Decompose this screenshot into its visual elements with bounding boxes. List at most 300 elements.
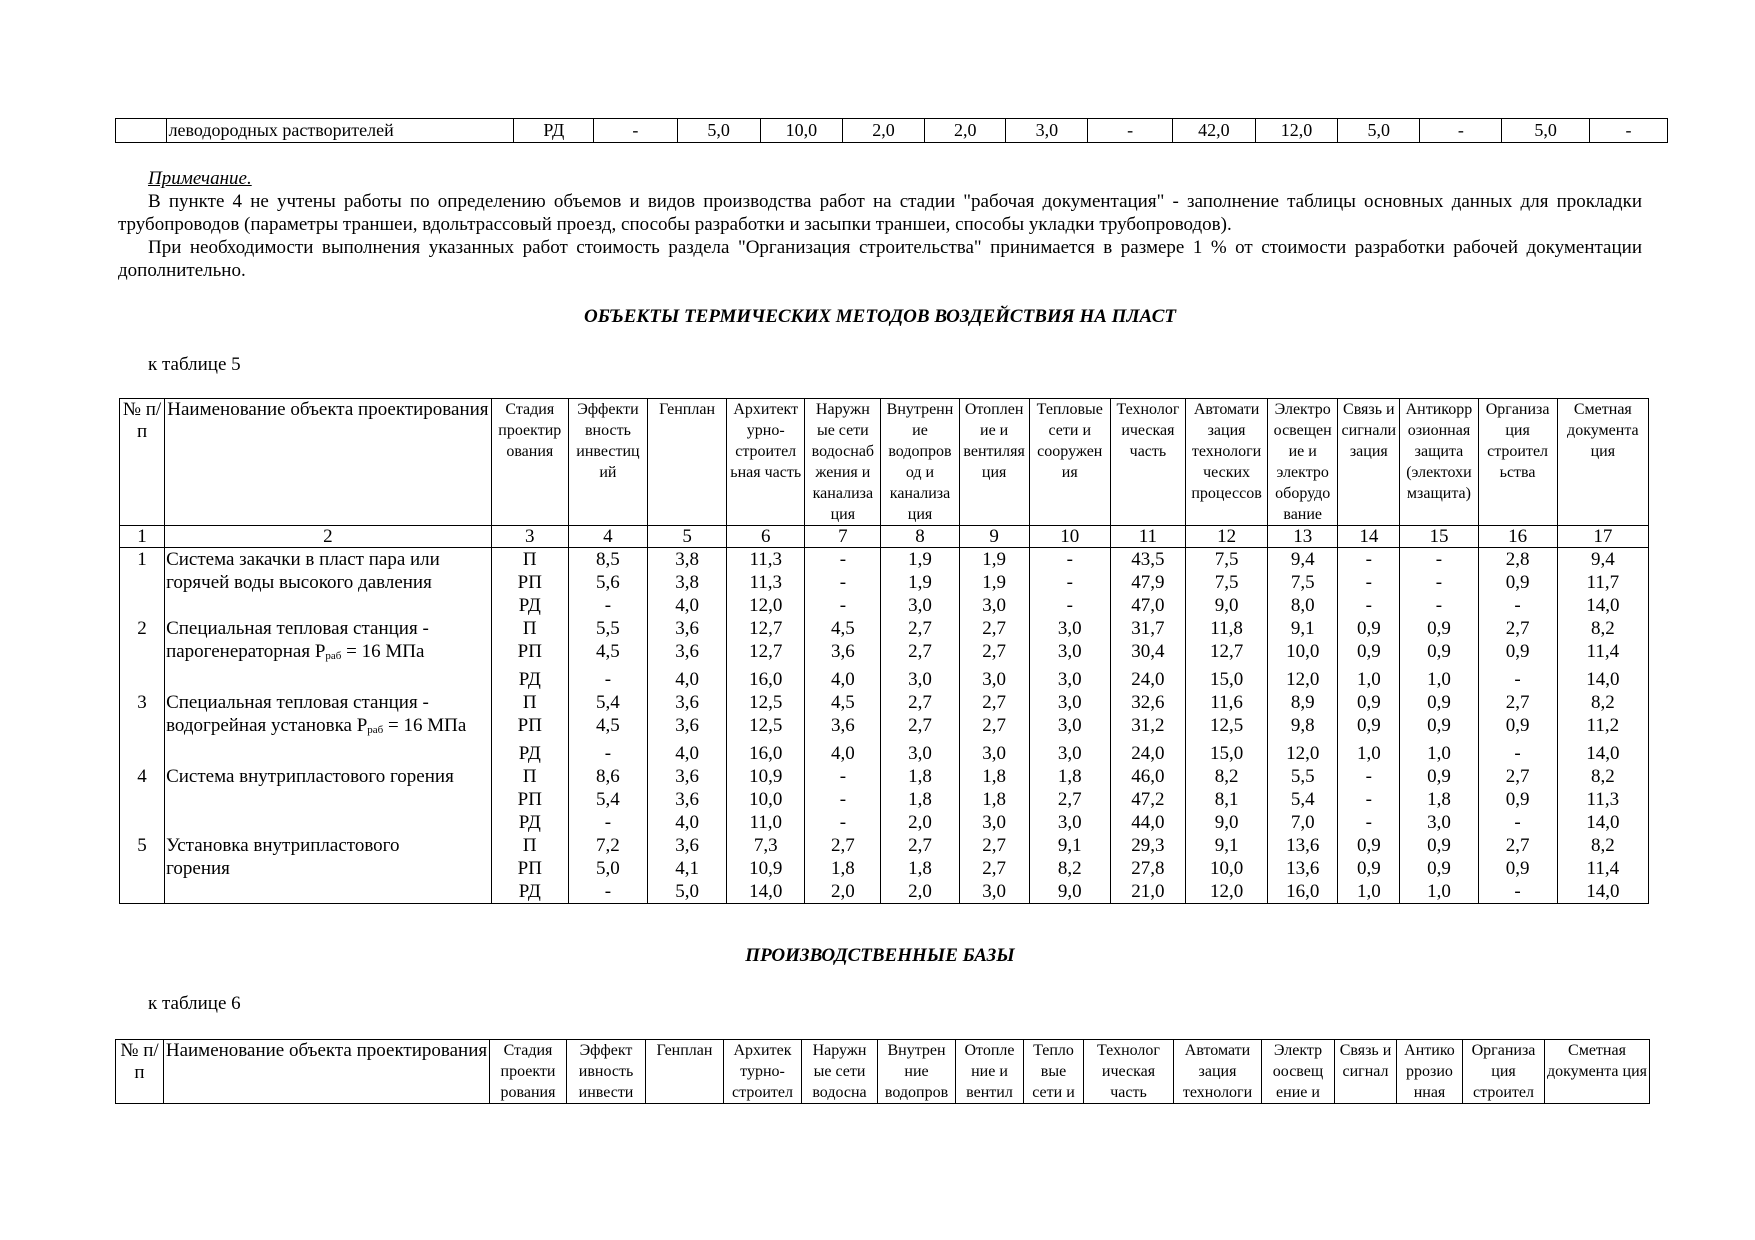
cell: - — [805, 594, 881, 617]
cell: 14,0 — [1557, 811, 1648, 834]
table-row — [120, 640, 1649, 668]
cell: 1,9 — [881, 548, 959, 572]
cell: 8,2 — [1185, 765, 1267, 788]
cell: 3,0 — [1029, 742, 1110, 765]
cell: 10,0 — [1185, 857, 1267, 880]
cell: 21,0 — [1110, 880, 1185, 904]
cell: РП — [491, 788, 568, 811]
cell: 5,0 — [1338, 119, 1420, 143]
cell: 3,0 — [1029, 691, 1110, 714]
cell: 16,0 — [727, 742, 805, 765]
cell: 9,4 — [1557, 548, 1648, 572]
cell: 24,0 — [1110, 742, 1185, 765]
row-number — [120, 571, 165, 594]
header-cell: Антико ррозио нная — [1397, 1040, 1463, 1104]
object-name-tail: = 16 МПа — [341, 641, 425, 662]
cell: 12,7 — [727, 640, 805, 668]
cell: 12,5 — [727, 714, 805, 742]
column-number: 13 — [1268, 526, 1338, 548]
cell: 2,7 — [1029, 788, 1110, 811]
cell: 3,0 — [1029, 668, 1110, 691]
column-number: 10 — [1029, 526, 1110, 548]
section-title: ОБЪЕКТЫ ТЕРМИЧЕСКИХ МЕТОДОВ ВОЗДЕЙСТВИЯ НА ПЛАСТ — [584, 306, 1176, 327]
cell: 43,5 — [1110, 548, 1185, 572]
cell: 3,0 — [959, 742, 1029, 765]
header-cell: Сметная документа ция — [1557, 399, 1648, 526]
cell: 13,6 — [1268, 834, 1338, 857]
object-name: Система закачки в пласт пара или — [165, 548, 492, 572]
cell: 1,0 — [1400, 742, 1478, 765]
cell: 0,9 — [1338, 617, 1400, 640]
cell: 1,8 — [881, 857, 959, 880]
row-number — [120, 788, 165, 811]
cell: 8,5 — [568, 548, 647, 572]
cell: 0,9 — [1400, 834, 1478, 857]
cell: 2,7 — [959, 617, 1029, 640]
cell: 13,6 — [1268, 857, 1338, 880]
cell: - — [1478, 594, 1557, 617]
cell: 0,9 — [1400, 617, 1478, 640]
cell: РП — [491, 857, 568, 880]
cell: 3,6 — [805, 640, 881, 668]
cell: 5,4 — [568, 691, 647, 714]
table-reference: к таблице 5 — [148, 354, 241, 375]
subscript: раб — [367, 724, 384, 736]
cell: РД — [491, 811, 568, 834]
cell: - — [1478, 811, 1557, 834]
cell: 7,5 — [1185, 548, 1267, 572]
cell: 8,9 — [1268, 691, 1338, 714]
cell: - — [1338, 548, 1400, 572]
cell: 1,9 — [881, 571, 959, 594]
object-name — [165, 714, 492, 742]
cell: - — [1478, 742, 1557, 765]
header-cell: Наименование объекта проектирования — [164, 1040, 490, 1104]
cell: 0,9 — [1400, 857, 1478, 880]
cell: 2,7 — [959, 857, 1029, 880]
header-cell: Связь и сигнал — [1335, 1040, 1397, 1104]
cell: 0,9 — [1478, 857, 1557, 880]
cell: 11,4 — [1557, 640, 1648, 668]
cell: 2,7 — [1478, 617, 1557, 640]
cell: 0,9 — [1478, 640, 1557, 668]
cell: 3,8 — [648, 571, 727, 594]
cell: 4,0 — [648, 594, 727, 617]
cell: 3,0 — [1029, 811, 1110, 834]
cell: 2,7 — [881, 714, 959, 742]
cell: 5,0 — [1502, 119, 1589, 143]
cell: - — [1029, 548, 1110, 572]
cell: 3,0 — [881, 594, 959, 617]
cell: 11,7 — [1557, 571, 1648, 594]
cell: 14,0 — [1557, 668, 1648, 691]
cell: 11,8 — [1185, 617, 1267, 640]
cell: 11,3 — [727, 548, 805, 572]
cell: 3,6 — [805, 714, 881, 742]
cell: 12,5 — [727, 691, 805, 714]
cell: 5,6 — [568, 571, 647, 594]
cell: 0,9 — [1400, 640, 1478, 668]
cell: - — [1478, 668, 1557, 691]
cell: 4,1 — [648, 857, 727, 880]
row-number — [120, 640, 165, 668]
header-cell: Отоплен ие и вентиляя ция — [959, 399, 1029, 526]
cell: 3,6 — [648, 788, 727, 811]
row-number — [116, 119, 167, 143]
cell: 1,9 — [959, 548, 1029, 572]
cell: 3,6 — [648, 765, 727, 788]
note — [118, 167, 1642, 282]
cell: 1,8 — [959, 788, 1029, 811]
header-cell: Наружн ые сети водосна — [802, 1040, 878, 1104]
cell: 8,2 — [1557, 617, 1648, 640]
cell: 2,0 — [842, 119, 924, 143]
cell: 3,6 — [648, 691, 727, 714]
cell: 8,2 — [1029, 857, 1110, 880]
header-cell: Автомати зация технологи — [1174, 1040, 1262, 1104]
cell: 7,5 — [1268, 571, 1338, 594]
header-cell: Стадия проектир ования — [491, 399, 568, 526]
table-reference: к таблице 6 — [148, 993, 241, 1014]
row-number — [120, 668, 165, 691]
cell: 0,9 — [1478, 788, 1557, 811]
header-cell: Внутренн ие водопров од и канализа ция — [881, 399, 959, 526]
object-name — [165, 640, 492, 668]
object-name-text: парогенераторная Р — [166, 641, 326, 662]
section-title: ПРОИЗВОДСТВЕННЫЕ БАЗЫ — [745, 945, 1015, 966]
cell: 15,0 — [1185, 742, 1267, 765]
cell: - — [1338, 765, 1400, 788]
cell: 9,1 — [1268, 617, 1338, 640]
cell: 0,9 — [1338, 714, 1400, 742]
table-row — [120, 691, 1649, 714]
cell: 2,7 — [881, 834, 959, 857]
cell: 31,2 — [1110, 714, 1185, 742]
continued-table — [115, 118, 1668, 143]
column-number: 2 — [165, 526, 492, 548]
header-cell: № п/п — [116, 1040, 164, 1104]
cell: 8,0 — [1268, 594, 1338, 617]
cell: 2,7 — [805, 834, 881, 857]
cell: 7,2 — [568, 834, 647, 857]
cell: 10,0 — [760, 119, 842, 143]
cell: РД — [491, 880, 568, 904]
cell: 2,0 — [881, 880, 959, 904]
table-row — [120, 834, 1649, 857]
cell: 3,6 — [648, 834, 727, 857]
cell: - — [805, 765, 881, 788]
cell: - — [1589, 119, 1667, 143]
row-number — [120, 742, 165, 765]
column-number: 1 — [120, 526, 165, 548]
cell: 9,4 — [1268, 548, 1338, 572]
column-number: 7 — [805, 526, 881, 548]
cell: 5,5 — [1268, 765, 1338, 788]
header-cell: Сметная документа ция — [1545, 1040, 1650, 1104]
cell: 1,0 — [1400, 668, 1478, 691]
header-row — [116, 1040, 1650, 1104]
header-cell: Генплан — [646, 1040, 724, 1104]
cell: 7,3 — [727, 834, 805, 857]
note-paragraph-2: При необходимости выполнения указанных работ стоимость раздела "Организация строительства" принимается в размере 1 % от стоимости разработки рабочей документации дополнительно. — [118, 237, 1642, 281]
cell: 0,9 — [1478, 571, 1557, 594]
object-name-text: водогрейная установка Р — [166, 715, 368, 736]
cell: - — [1400, 594, 1478, 617]
header-cell: Генплан — [648, 399, 727, 526]
cell: - — [1420, 119, 1502, 143]
cell: 5,0 — [568, 857, 647, 880]
column-number: 15 — [1400, 526, 1478, 548]
cell: 4,0 — [805, 668, 881, 691]
cell: 9,0 — [1185, 811, 1267, 834]
header-cell: Эффект ивность инвести — [567, 1040, 646, 1104]
cell: - — [1088, 119, 1172, 143]
cell: 4,5 — [568, 640, 647, 668]
cell: 5,0 — [677, 119, 760, 143]
cell: 32,6 — [1110, 691, 1185, 714]
row-number — [120, 880, 165, 904]
cell: - — [1338, 788, 1400, 811]
cell: 1,0 — [1338, 880, 1400, 904]
note-paragraph-1: В пункте 4 не учтены работы по определению объемов и видов производства работ на стадии "рабочая документация" - заполнение таблицы основных данных для прокладки трубопроводов (параметры траншеи, вдольтрассовый проезд, способы разработки и засыпки траншеи, способы укладки трубопроводов). — [118, 191, 1642, 235]
table-row — [120, 765, 1649, 788]
header-cell: Автомати зация технологи ческих процессов — [1185, 399, 1267, 526]
object-name: Система внутрипластового горения — [165, 765, 492, 788]
header-cell: Технолог ическая часть — [1110, 399, 1185, 526]
cell: - — [1338, 571, 1400, 594]
cell: 3,0 — [1029, 714, 1110, 742]
header-cell: Антикорр озионная защита (электохи мзащита) — [1400, 399, 1478, 526]
header-cell: Электро освещен ие и электро оборудо вание — [1268, 399, 1338, 526]
cell: 9,0 — [1029, 880, 1110, 904]
cell: 47,2 — [1110, 788, 1185, 811]
column-number: 8 — [881, 526, 959, 548]
table-row — [120, 880, 1649, 904]
cell: 1,8 — [881, 788, 959, 811]
cell: 11,4 — [1557, 857, 1648, 880]
object-name: Специальная тепловая станция - — [165, 617, 492, 640]
cell: 3,0 — [959, 880, 1029, 904]
cell: 3,0 — [1400, 811, 1478, 834]
cell: 0,9 — [1338, 857, 1400, 880]
cell: 44,0 — [1110, 811, 1185, 834]
column-number: 3 — [491, 526, 568, 548]
cell: 11,0 — [727, 811, 805, 834]
row-number: 4 — [120, 765, 165, 788]
object-name — [165, 742, 492, 765]
table-row — [120, 788, 1649, 811]
cell: 10,0 — [1268, 640, 1338, 668]
cell: 2,0 — [805, 880, 881, 904]
cell: 4,0 — [648, 742, 727, 765]
cell: 3,0 — [1029, 617, 1110, 640]
cell: 4,5 — [805, 617, 881, 640]
cell: 2,7 — [881, 640, 959, 668]
table-row — [120, 571, 1649, 594]
cell: 3,6 — [648, 714, 727, 742]
cell: 3,0 — [1029, 640, 1110, 668]
header-cell: Тепловые сети и сооружен ия — [1029, 399, 1110, 526]
cell: 1,8 — [1400, 788, 1478, 811]
header-cell: Электр оосвещ ение и — [1262, 1040, 1335, 1104]
cell: 4,0 — [805, 742, 881, 765]
cell: 3,6 — [648, 640, 727, 668]
cell: 0,9 — [1338, 640, 1400, 668]
cell: 11,2 — [1557, 714, 1648, 742]
cell: - — [568, 742, 647, 765]
row-number — [120, 594, 165, 617]
cell: П — [491, 765, 568, 788]
cell: 4,5 — [805, 691, 881, 714]
cell: 16,0 — [727, 668, 805, 691]
cell: 12,7 — [1185, 640, 1267, 668]
cell: 0,9 — [1338, 834, 1400, 857]
table-row — [116, 119, 1668, 143]
header-cell: Организа ция строител — [1463, 1040, 1545, 1104]
object-name: горячей воды высокого давления — [165, 571, 492, 594]
cell: 1,8 — [959, 765, 1029, 788]
cell: П — [491, 691, 568, 714]
cell: 10,9 — [727, 857, 805, 880]
cell: - — [568, 811, 647, 834]
cell: 31,7 — [1110, 617, 1185, 640]
cell: 3,0 — [959, 811, 1029, 834]
table-row — [120, 594, 1649, 617]
cell: 8,2 — [1557, 691, 1648, 714]
header-cell: Эффекти вность инвестиц ий — [568, 399, 647, 526]
cell: РД — [491, 742, 568, 765]
cell: 9,1 — [1185, 834, 1267, 857]
cell: 46,0 — [1110, 765, 1185, 788]
column-number: 14 — [1338, 526, 1400, 548]
cell: РП — [491, 640, 568, 668]
cell: - — [1029, 571, 1110, 594]
cell: 4,5 — [568, 714, 647, 742]
cell: - — [1338, 811, 1400, 834]
cell: - — [568, 880, 647, 904]
cell: 9,0 — [1185, 594, 1267, 617]
cell: 16,0 — [1268, 880, 1338, 904]
cell: 0,9 — [1400, 765, 1478, 788]
cell: 47,0 — [1110, 594, 1185, 617]
cell: - — [1029, 594, 1110, 617]
cell: 12,0 — [1185, 880, 1267, 904]
cell: 2,0 — [925, 119, 1006, 143]
cell: - — [1400, 571, 1478, 594]
object-name — [165, 811, 492, 834]
header-cell: Архитект урно-строител ьная часть — [727, 399, 805, 526]
cell: 8,1 — [1185, 788, 1267, 811]
cell: 14,0 — [1557, 594, 1648, 617]
cell: 12,0 — [1268, 742, 1338, 765]
table-row — [120, 714, 1649, 742]
cell: - — [1478, 880, 1557, 904]
cell: 3,8 — [648, 548, 727, 572]
cell: 7,0 — [1268, 811, 1338, 834]
cell: 7,5 — [1185, 571, 1267, 594]
cell: 3,0 — [881, 742, 959, 765]
cell: 11,3 — [1557, 788, 1648, 811]
row-number: 3 — [120, 691, 165, 714]
cell: 24,0 — [1110, 668, 1185, 691]
cell: 0,9 — [1478, 714, 1557, 742]
table-6 — [115, 1039, 1650, 1104]
cell: 42,0 — [1172, 119, 1255, 143]
cell: 8,2 — [1557, 834, 1648, 857]
cell: 2,7 — [881, 617, 959, 640]
cell: 12,7 — [727, 617, 805, 640]
cell: 5,4 — [568, 788, 647, 811]
cell: - — [568, 668, 647, 691]
cell: 15,0 — [1185, 668, 1267, 691]
cell: 3,0 — [959, 668, 1029, 691]
table-5 — [119, 398, 1649, 904]
cell: - — [1400, 548, 1478, 572]
cell: 12,5 — [1185, 714, 1267, 742]
cell: 11,6 — [1185, 691, 1267, 714]
cell: РД — [491, 594, 568, 617]
header-cell: Тепло вые сети и — [1024, 1040, 1084, 1104]
object-name — [165, 788, 492, 811]
header-row — [120, 399, 1649, 526]
cell: 2,0 — [881, 811, 959, 834]
cell: 2,7 — [959, 640, 1029, 668]
cell: 0,9 — [1400, 691, 1478, 714]
row-number — [120, 857, 165, 880]
cell: 0,9 — [1400, 714, 1478, 742]
header-cell: Технолог ическая часть — [1084, 1040, 1174, 1104]
cell: - — [568, 594, 647, 617]
cell: 1,0 — [1338, 668, 1400, 691]
cell: 8,6 — [568, 765, 647, 788]
cell: 3,0 — [1006, 119, 1088, 143]
column-number: 9 — [959, 526, 1029, 548]
cell: 5,5 — [568, 617, 647, 640]
cell: 2,7 — [881, 691, 959, 714]
cell: 30,4 — [1110, 640, 1185, 668]
cell: - — [805, 811, 881, 834]
cell: 11,3 — [727, 571, 805, 594]
header-cell: Связь и сигнали зация — [1338, 399, 1400, 526]
cell: 1,0 — [1400, 880, 1478, 904]
column-number: 16 — [1478, 526, 1557, 548]
cell: 1,8 — [881, 765, 959, 788]
column-number: 4 — [568, 526, 647, 548]
cell: 1,9 — [959, 571, 1029, 594]
cell: П — [491, 834, 568, 857]
column-number: 17 — [1557, 526, 1648, 548]
header-cell: Внутрен ние водопров — [878, 1040, 956, 1104]
subscript: раб — [325, 650, 342, 662]
header-cell: Организа ция строител ьства — [1478, 399, 1557, 526]
cell: 0,9 — [1338, 691, 1400, 714]
object-name: горения — [165, 857, 492, 880]
table-row — [120, 548, 1649, 572]
object-name — [165, 594, 492, 617]
object-name: леводородных растворителей — [166, 119, 514, 143]
cell: 29,3 — [1110, 834, 1185, 857]
cell: 9,8 — [1268, 714, 1338, 742]
header-cell: № п/п — [120, 399, 165, 526]
cell: 14,0 — [1557, 880, 1648, 904]
cell: 1,8 — [805, 857, 881, 880]
cell: 2,8 — [1478, 548, 1557, 572]
cell: 9,1 — [1029, 834, 1110, 857]
cell: 2,7 — [1478, 834, 1557, 857]
cell: 2,7 — [959, 691, 1029, 714]
note-title: Примечание. — [148, 168, 252, 189]
header-cell: Наружн ые сети водоснаб жения и канализа ция — [805, 399, 881, 526]
